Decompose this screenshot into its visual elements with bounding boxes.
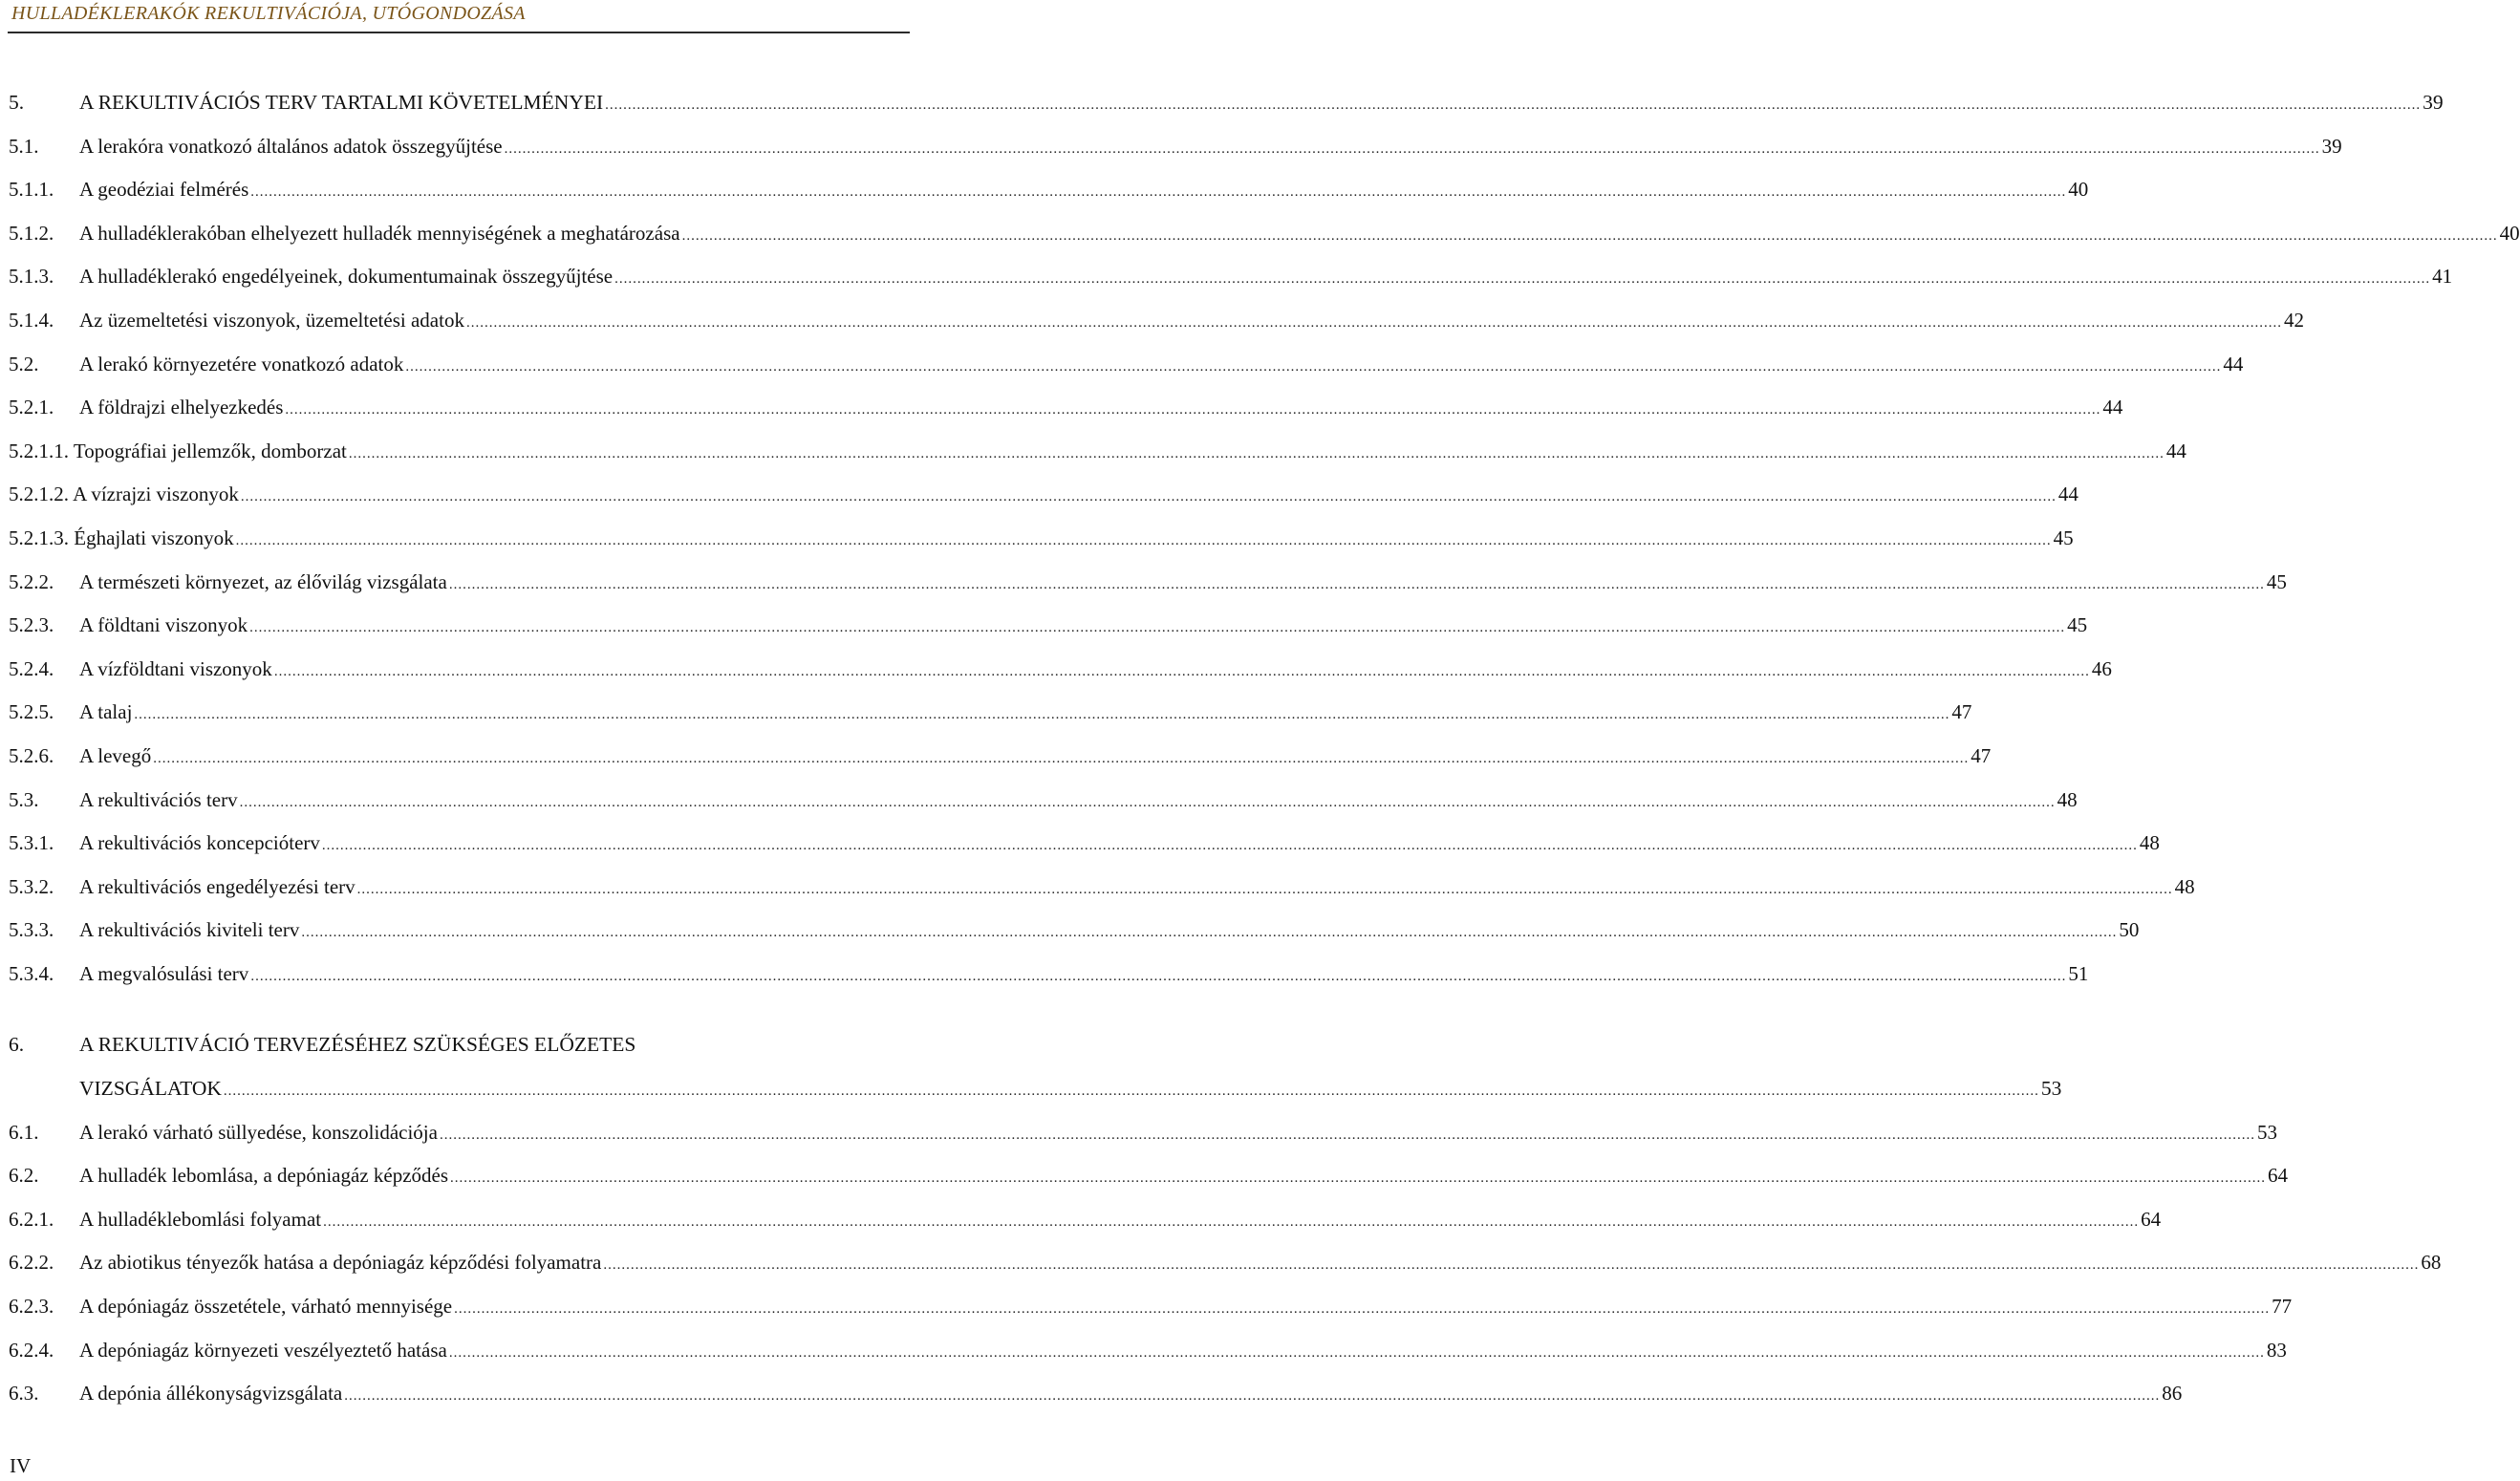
toc-entry-title: A földrajzi elhelyezkedés [79, 396, 284, 419]
toc-entry-page: 53 [2040, 1077, 2062, 1101]
toc-entry-title: Az üzemeltetési viszonyok, üzemeltetési adatok [79, 308, 464, 332]
toc-entry-heading [9, 517, 234, 561]
toc-entry[interactable] [9, 386, 2123, 430]
dot-leader: ................................................................................................................................................................................................................................................................................................................................................................................................................ [134, 707, 1950, 723]
toc-entry[interactable] [9, 517, 2074, 561]
toc-entry-line [79, 561, 2287, 608]
toc-entry-line [79, 909, 2140, 955]
toc-entry-title: A depóniagáz összetétele, várható mennyisége [79, 1295, 453, 1319]
toc-entry-number: 6.2. [9, 1164, 39, 1188]
dot-leader: ................................................................................................................................................................................................................................................................................................................................................................................................................ [250, 968, 2067, 984]
toc-entry-page: 44 [2223, 352, 2244, 376]
toc-entry-number: 6.2.2. [9, 1251, 54, 1275]
toc-entry[interactable] [9, 81, 2444, 125]
dot-leader: ................................................................................................................................................................................................................................................................................................................................................................................................................ [239, 794, 2056, 810]
dot-leader: ................................................................................................................................................................................................................................................................................................................................................................................................................ [605, 97, 2422, 113]
toc-entry-title: A hulladéklebomlási folyamat [79, 1207, 322, 1231]
toc-entry[interactable] [9, 343, 2244, 387]
toc-entry[interactable] [9, 691, 1972, 735]
toc-entry[interactable] [9, 779, 2078, 823]
toc-entry-title: A hulladéklerakó engedélyeinek, dokumentumainak összegyűjtése [79, 265, 614, 289]
toc-entry[interactable] [9, 1154, 2289, 1198]
dot-leader: ................................................................................................................................................................................................................................................................................................................................................................................................................ [450, 1170, 2267, 1187]
toc-entry-number: 6.2.1. [9, 1207, 54, 1231]
toc-entry[interactable] [9, 822, 2160, 866]
toc-entry-page: 41 [2432, 265, 2453, 289]
dot-leader: ................................................................................................................................................................................................................................................................................................................................................................................................................ [603, 1257, 2420, 1274]
page-number: IV [10, 1454, 32, 1477]
toc-entry[interactable] [9, 1372, 2183, 1416]
dot-leader: ................................................................................................................................................................................................................................................................................................................................................................................................................ [240, 489, 2057, 505]
toc-entry-page: 40 [2499, 221, 2520, 245]
toc-entry-number: 5.2.1.3. [9, 526, 69, 549]
dot-leader: ................................................................................................................................................................................................................................................................................................................................................................................................................ [273, 663, 2090, 679]
toc-entry-number: 5.3.4. [9, 961, 54, 985]
dot-leader: ................................................................................................................................................................................................................................................................................................................................................................................................................ [504, 140, 2320, 157]
toc-entry-page: 46 [2091, 656, 2112, 680]
toc-entry[interactable] [9, 866, 2195, 910]
toc-entry-page: 40 [2068, 178, 2089, 202]
toc-entry-number: 5.2.1.1. [9, 439, 69, 462]
toc-entry-number: 5.3.3. [9, 918, 54, 942]
dot-leader: ................................................................................................................................................................................................................................................................................................................................................................................................................ [448, 1344, 2265, 1361]
toc-entry[interactable] [9, 1285, 2293, 1329]
toc-entry-page: 48 [2174, 874, 2195, 898]
toc-entry[interactable] [9, 1067, 2062, 1111]
toc-entry-title: A depóniagáz környezeti veszélyeztető hatása [79, 1338, 447, 1362]
toc-entry[interactable] [9, 1111, 2277, 1155]
dot-leader: ................................................................................................................................................................................................................................................................................................................................................................................................................ [153, 750, 1970, 766]
toc-entry-number: 5.3.1. [9, 831, 54, 855]
toc-entry-number: 5.2.4. [9, 656, 54, 680]
running-header [8, 0, 910, 33]
toc-entry-number: 6.3. [9, 1382, 39, 1406]
dot-leader: ................................................................................................................................................................................................................................................................................................................................................................................................................ [323, 1213, 2140, 1230]
toc-entry-number: 5.2.3. [9, 613, 54, 637]
toc-entry-page: 83 [2266, 1338, 2287, 1362]
dot-leader: ................................................................................................................................................................................................................................................................................................................................................................................................................ [405, 358, 2222, 375]
dot-leader: ................................................................................................................................................................................................................................................................................................................................................................................................................ [454, 1301, 2271, 1318]
toc-entry-title: A REKULTIVÁCIÓS TERV TARTALMI KÖVETELMÉNYEI [79, 91, 604, 114]
toc-entry-title: Az abiotikus tényezők hatása a depóniagáz képződési folyamatra [79, 1251, 602, 1275]
toc-entry-page: 64 [2268, 1164, 2289, 1188]
toc-entry-line [79, 1111, 2277, 1158]
toc-entry[interactable] [9, 430, 2186, 474]
toc-entry-number: 6. [9, 1033, 25, 1057]
toc-entry-line [9, 430, 2186, 477]
dot-leader: ................................................................................................................................................................................................................................................................................................................................................................................................................ [321, 838, 2138, 854]
toc-entry-page: 44 [2165, 439, 2186, 462]
toc-entry[interactable] [9, 1241, 2442, 1285]
toc-entry-title: A rekultivációs terv [79, 787, 238, 811]
toc-entry-page: 50 [2119, 918, 2140, 942]
toc-entry-line [79, 125, 2342, 172]
toc-entry-page: 77 [2272, 1295, 2293, 1319]
toc-entry-line [79, 1329, 2287, 1376]
toc-entry-number: 5.1.3. [9, 265, 54, 289]
toc-entry-number: 5.3.2. [9, 874, 54, 898]
toc-entry-page: 47 [1971, 743, 1992, 767]
toc-entry-line [79, 1154, 2289, 1201]
toc-entry-number: 5.2. [9, 352, 39, 376]
toc-entry-title: A lerakó környezetére vonatkozó adatok [79, 352, 404, 376]
toc-entry-page: 48 [2139, 831, 2160, 855]
toc-entry-heading [9, 473, 239, 517]
toc-entry-title: A talaj [79, 700, 133, 724]
dot-leader: ................................................................................................................................................................................................................................................................................................................................................................................................................ [465, 314, 2282, 331]
toc-entry-title: A lerakó várható süllyedése, konszolidációja [79, 1120, 438, 1144]
toc-entry-number: 5.2.1. [9, 396, 54, 419]
toc-entry-title: A földtani viszonyok [79, 613, 248, 637]
toc-entry[interactable] [9, 648, 2112, 692]
toc-entry-title: A geodéziai felmérés [79, 178, 249, 202]
toc-entry-title: A rekultivációs engedélyezési terv [79, 874, 355, 898]
toc-entry-title: Topográfiai jellemzők, domborzat [73, 439, 347, 462]
dot-leader: ................................................................................................................................................................................................................................................................................................................................................................................................................ [344, 1388, 2161, 1405]
dot-leader: ................................................................................................................................................................................................................................................................................................................................................................................................................ [439, 1127, 2255, 1143]
toc-entry-line [79, 604, 2088, 651]
section-gap [9, 996, 912, 1023]
toc-entry-line [9, 473, 2078, 520]
toc-entry-title: A megvalósulási terv [79, 961, 249, 985]
toc-entry-page: 51 [2068, 961, 2089, 985]
toc-entry[interactable] [9, 212, 2520, 256]
toc-entry-number: 6.1. [9, 1120, 39, 1144]
toc-entry-page: 39 [2321, 134, 2342, 158]
toc-entry-title: VIZSGÁLATOK [79, 1077, 222, 1101]
toc-entry-title: A levegő [79, 743, 152, 767]
toc-entry-page: 86 [2162, 1382, 2183, 1406]
toc-entry-line [79, 1241, 2442, 1288]
toc-entry[interactable] [9, 168, 2089, 212]
toc-entry-title: A természeti környezet, az élővilág vizsgálata [79, 569, 447, 593]
toc-entry[interactable] [9, 299, 2304, 343]
toc-entry-page: 39 [2423, 91, 2444, 114]
toc-entry-line [79, 168, 2089, 215]
toc-entry-line [79, 1067, 2062, 1114]
toc-entry-line [79, 343, 2244, 390]
toc-entry-title: A hulladéklerakóban elhelyezett hulladék mennyiségének a meghatározása [79, 221, 680, 245]
toc-entry-number: 5.1.2. [9, 221, 54, 245]
toc-entry-number: 5.2.5. [9, 700, 54, 724]
dot-leader: ................................................................................................................................................................................................................................................................................................................................................................................................................ [614, 271, 2431, 288]
toc-entry-number: 5.3. [9, 787, 39, 811]
toc-entry-title: A rekultivációs kiviteli terv [79, 918, 300, 942]
toc-entry-line [9, 517, 2074, 564]
toc-entry-title: A REKULTIVÁCIÓ TERVEZÉSÉHEZ SZÜKSÉGES ELŐZETES [79, 1033, 636, 1057]
toc-entry-line [79, 386, 2123, 433]
dot-leader: ................................................................................................................................................................................................................................................................................................................................................................................................................ [448, 576, 2265, 592]
toc-entry[interactable] [9, 735, 1992, 779]
toc-entry-number: 5.1.4. [9, 308, 54, 332]
toc-entry-number: 5.2.1.2. [9, 483, 69, 506]
table-of-contents [9, 81, 2520, 1416]
toc-entry[interactable] [9, 473, 2078, 517]
toc-entry-line [79, 81, 2444, 128]
toc-entry-page: 64 [2141, 1207, 2162, 1231]
toc-entry-page: 47 [1951, 700, 1972, 724]
toc-entry-number: 5.1. [9, 134, 39, 158]
toc-entry[interactable] [9, 255, 2453, 299]
toc-chapter-heading[interactable] [9, 1023, 912, 1067]
dot-leader: ................................................................................................................................................................................................................................................................................................................................................................................................................ [285, 402, 2101, 419]
toc-entry[interactable] [9, 604, 2088, 648]
dot-leader: ................................................................................................................................................................................................................................................................................................................................................................................................................ [348, 445, 2165, 461]
toc-entry[interactable] [9, 125, 2342, 169]
dot-leader: ................................................................................................................................................................................................................................................................................................................................................................................................................ [223, 1084, 2039, 1100]
toc-entry-title: A vízföldtani viszonyok [79, 656, 272, 680]
toc-entry-line [79, 1285, 2293, 1332]
toc-entry-title: A vízrajzi viszonyok [73, 483, 239, 506]
toc-entry[interactable] [9, 1198, 2162, 1242]
dot-leader: ................................................................................................................................................................................................................................................................................................................................................................................................................ [356, 881, 2173, 897]
toc-entry-page: 45 [2053, 526, 2074, 549]
toc-entry-line [79, 255, 2453, 302]
toc-entry-number: 5.2.2. [9, 569, 54, 593]
toc-entry-page: 44 [2102, 396, 2123, 419]
toc-entry-line [79, 735, 1992, 782]
toc-entry-line [79, 779, 2078, 826]
dot-leader: ................................................................................................................................................................................................................................................................................................................................................................................................................ [249, 620, 2066, 636]
toc-entry[interactable] [9, 561, 2287, 605]
toc-entry-line [79, 212, 2520, 259]
dot-leader: ................................................................................................................................................................................................................................................................................................................................................................................................................ [301, 925, 2118, 941]
toc-entry-line [79, 822, 2160, 869]
toc-entry-page: 48 [2057, 787, 2078, 811]
toc-entry[interactable] [9, 953, 2089, 997]
dot-leader: ................................................................................................................................................................................................................................................................................................................................................................................................................ [250, 184, 2067, 201]
toc-entry-title: A depónia állékonyságvizsgálata [79, 1382, 343, 1406]
toc-entry-line [79, 866, 2195, 912]
toc-entry-line [79, 691, 1972, 738]
toc-entry-title: A rekultivációs koncepcióterv [79, 831, 320, 855]
header-title: HULLADÉKLERAKÓK REKULTIVÁCIÓJA, UTÓGONDOZÁSA [11, 3, 526, 24]
toc-entry-line [79, 648, 2112, 695]
toc-entry-page: 68 [2421, 1251, 2442, 1275]
toc-entry-page: 53 [2256, 1120, 2277, 1144]
toc-entry-number: 5. [9, 91, 25, 114]
toc-entry-title: A hulladék lebomlása, a depóniagáz képződés [79, 1164, 449, 1188]
toc-entry-number: 6.2.4. [9, 1338, 54, 1362]
toc-entry-line [79, 953, 2089, 999]
toc-entry-line [79, 299, 2304, 346]
toc-entry-heading [9, 430, 347, 474]
toc-entry-line [79, 1372, 2183, 1419]
dot-leader: ................................................................................................................................................................................................................................................................................................................................................................................................................ [681, 227, 2498, 244]
toc-entry-number: 6.2.3. [9, 1295, 54, 1319]
dot-leader: ................................................................................................................................................................................................................................................................................................................................................................................................................ [235, 532, 2052, 548]
toc-entry-page: 45 [2266, 569, 2287, 593]
toc-entry-title: Éghajlati viszonyok [74, 526, 234, 549]
toc-entry[interactable] [9, 1329, 2287, 1373]
toc-entry-page: 45 [2067, 613, 2088, 637]
toc-entry-line [79, 1198, 2162, 1245]
toc-entry[interactable] [9, 909, 2140, 953]
toc-entry-number: 5.1.1. [9, 178, 54, 202]
toc-entry-number: 5.2.6. [9, 743, 54, 767]
toc-entry-page: 42 [2283, 308, 2304, 332]
toc-entry-title: A lerakóra vonatkozó általános adatok összegyűjtése [79, 134, 503, 158]
toc-entry-page: 44 [2057, 483, 2078, 506]
